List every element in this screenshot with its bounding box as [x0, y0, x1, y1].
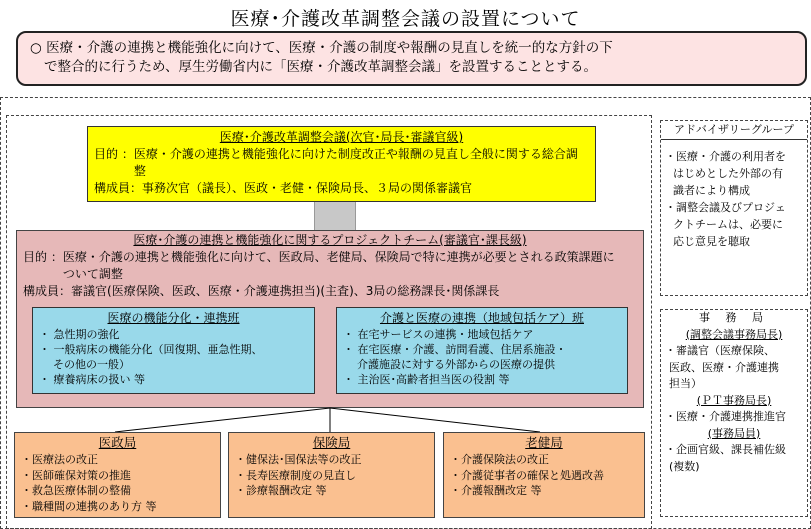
council-members: 事務次官（議長）、医政・老健・保険局長、３局の関係審議官: [142, 181, 473, 195]
secretariat-pt-label: (ＰＴ事務局長): [696, 393, 772, 407]
secretariat-item: ・医療・介護連携推進官: [665, 410, 786, 423]
secretariat-item: (複数): [669, 459, 700, 473]
subgroup-item: ・ 急性期の強化: [39, 328, 120, 341]
bureau-item: ・診療報酬改定 等: [235, 484, 327, 497]
advisory-item: ・調整会議及びプロジェ: [665, 201, 786, 214]
subgroup-item: ・ 一般病床の機能分化（回復期、亜急性期、: [39, 343, 263, 356]
bureau-item: ・介護従事者の確保と処遇改善: [450, 468, 604, 482]
secretariat-item: ・審議官（医療保険、: [665, 344, 775, 357]
subgroup-item: その他の一般）: [53, 358, 130, 371]
subgroup-item: ・ 在宅医療・介護、訪問看護、住居系施設・: [343, 343, 567, 356]
advisory-item: 識者により構成: [673, 184, 750, 197]
council-purpose-key: 目的 ：: [94, 147, 134, 161]
bureau-heading: 医政局: [98, 435, 137, 450]
secretariat-staff-label: (事務局員): [707, 426, 761, 440]
connector-line-rokenkyoku: [330, 408, 540, 432]
secretariat-item: 担当）: [669, 377, 702, 390]
project-team-purpose: 医療・介護の連携と機能強化に向けて、医政局、老健局、保険局で特に連携が必要とされる政策課題について調整: [62, 250, 615, 281]
bureau-hokenkyoku: [228, 432, 435, 518]
project-team-heading: 医療･介護の連携と機能強化に関するプロジェクトチーム(審議官･課長級): [133, 233, 527, 247]
bureau-item: ・介護保険法の改正: [450, 453, 549, 466]
council-purpose: 医療・介護の連携と機能強化に向けた制度改正や報酬の見直し全般に関する総合調整: [133, 147, 578, 178]
advisory-item: クトチームは、必要に: [673, 218, 783, 231]
advisory-item: はじめとした外部の有: [673, 167, 783, 180]
subgroup-heading: 医療の機能分化・連携班: [107, 311, 240, 325]
secretariat-box: [660, 309, 808, 517]
summary-line-1: ○ 医療・介護の連携と機能強化に向けて、医療・介護の制度や報酬の見直しを統一的な方針の下: [30, 40, 613, 56]
subgroup-heading: 介護と医療の連携（地域包括ケア）班: [379, 311, 584, 325]
bureau-item: ・医療法の改正: [21, 453, 98, 466]
subgroup-item: ・ 在宅サービスの連携・地域包括ケア: [343, 328, 534, 341]
bureau-item: ・長寿医療制度の見直し: [235, 468, 356, 482]
subgroup-item: ・ 主治医･高齢者担当医の役割 等: [343, 373, 510, 386]
bureau-iseikyoku: [14, 432, 221, 518]
secretariat-item: ・企画官級、課長補佐級: [665, 443, 786, 456]
secretariat-item: 医政、医療・介護連携: [669, 360, 779, 374]
secretariat-heading: 事 務 局: [699, 311, 769, 324]
bureau-heading: 保険局: [312, 435, 351, 450]
bureau-item: ・介護報酬改定 等: [450, 484, 542, 497]
bureau-item: ・健保法･国保法等の改正: [235, 453, 362, 466]
advisory-item: 応じ意見を聴取: [673, 235, 750, 248]
advisory-item: ・医療・介護の利用者を: [665, 150, 786, 163]
council-heading: 医療･介護改革調整会議(次官･局長･審議官級): [219, 130, 464, 144]
secretariat-council-label: (調整会議事務局長): [685, 327, 783, 341]
project-team-purpose-key: 目的 ：: [23, 250, 63, 264]
council-members-key: 構成員：: [94, 181, 143, 195]
summary-line-2: で整合的に行うため、厚生労働省内に「医療・介護改革調整会議」を設置することとする。: [44, 59, 597, 75]
advisory-group-heading: アドバイザリーグループ: [661, 121, 807, 140]
project-team-members: 審議官(医療保険、医政、医療・介護連携担当)(主査)、3局の総務課長･関係課長: [71, 284, 500, 298]
advisory-group-box: [660, 120, 808, 296]
subgroup-item: 介護施設に対する外部からの医療の提供: [357, 358, 555, 371]
page-title: 医療･介護改革調整会議の設置について: [230, 8, 581, 30]
bureau-rokenkyoku: [443, 432, 645, 518]
bureau-heading: 老健局: [525, 435, 563, 450]
connector-line-iseikyoku: [115, 408, 330, 432]
bureau-item: ・医師確保対策の推進: [21, 468, 131, 482]
subgroup-item: ・ 療養病床の扱い 等: [39, 373, 145, 386]
bureau-item: ・職種間の連携のあり方 等: [21, 499, 157, 513]
bureau-item: ・救急医療体制の整備: [21, 484, 131, 497]
project-team-members-key: 構成員：: [23, 284, 72, 298]
